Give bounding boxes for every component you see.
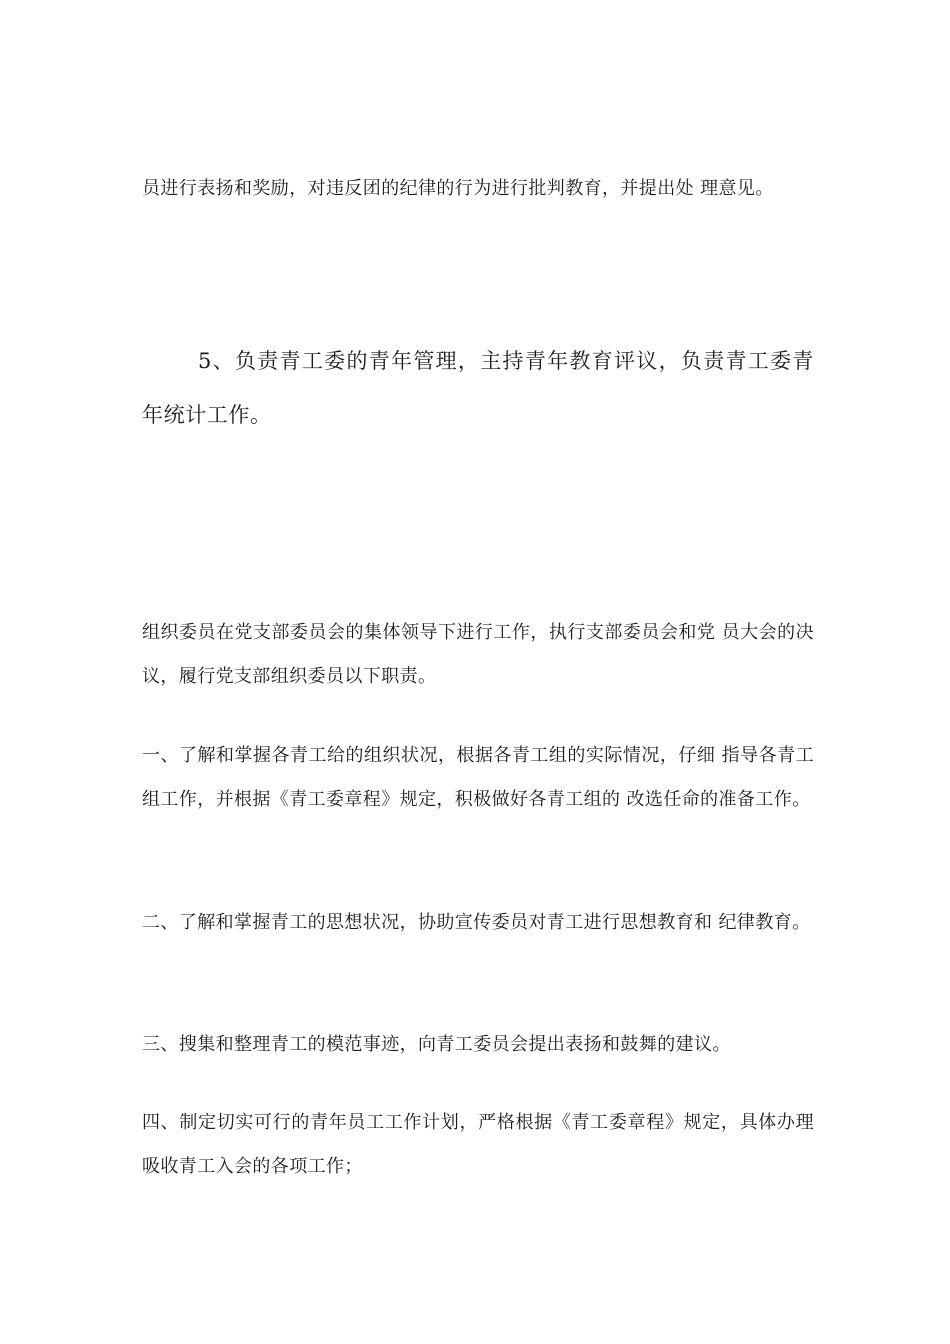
paragraph-duty-2: 二、了解和掌握青工的思想状况，协助宣传委员对青工进行思想教育和 纪律教育。 xyxy=(142,912,811,933)
paragraph-item-5: 5、负责青工委的青年管理，主持青年教育评议，负责青工委青年统计工作。 xyxy=(142,349,814,427)
paragraph-duty-1: 一、了解和掌握各青工给的组织状况，根据各青工组的实际情况，仔细 指导各青工组工作，并根据《青工委章程》规定，积极做好各青工组的 改选任命的准备工作。 xyxy=(142,745,814,810)
paragraph-duty-4: 四、制定切实可行的青年员工工作计划，严格根据《青工委章程》规定，具体办理吸收青工入会的各项工作； xyxy=(142,1112,814,1177)
paragraph-duty-3: 三、搜集和整理青工的模范事迹，向青工委员会提出表扬和鼓舞的建议。 xyxy=(142,1034,731,1055)
paragraph-organization-committee-intro: 组织委员在党支部委员会的集体领导下进行工作，执行支部委员会和党 员大会的决议，履行党支部组织委员以下职责。 xyxy=(142,622,814,687)
paragraph-commendation: 员进行表扬和奖励，对违反团的纪律的行为进行批判教育，并提出处 理意见。 xyxy=(142,178,774,199)
